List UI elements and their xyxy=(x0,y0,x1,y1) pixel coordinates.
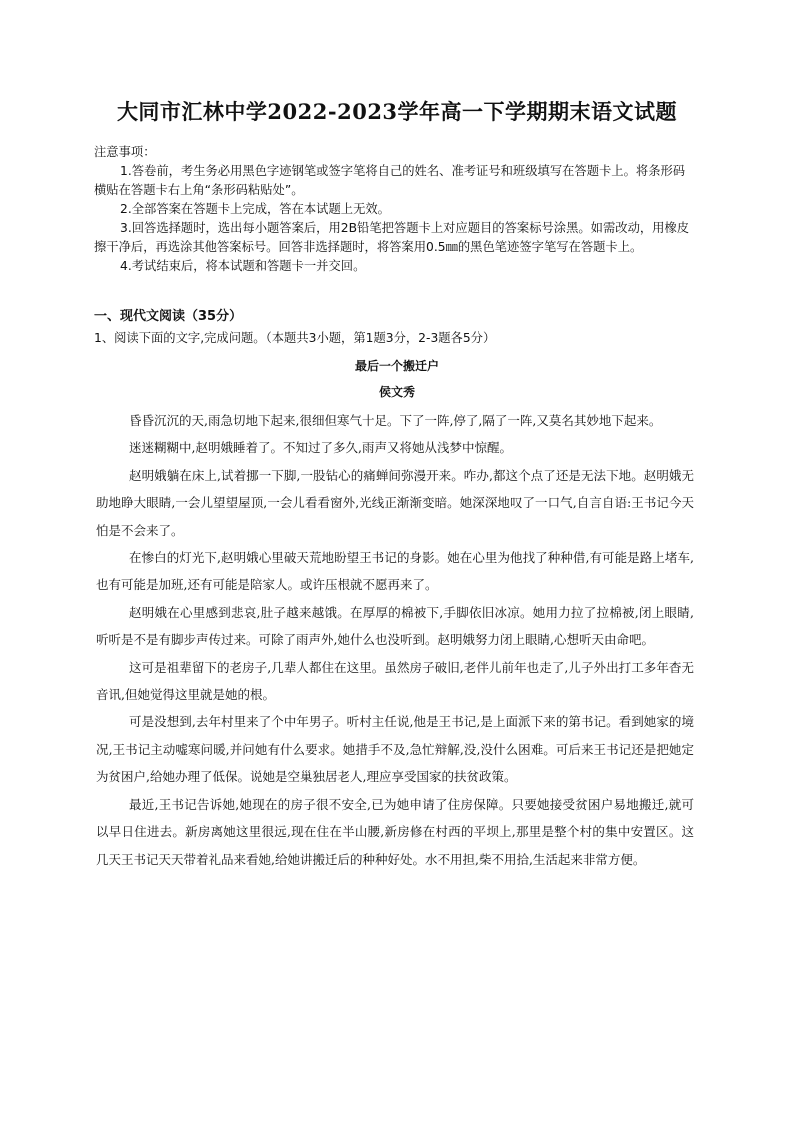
story-paragraph: 昏昏沉沉的天,雨急切地下起来,很细但寒气十足。下了一阵,停了,隔了一阵,又莫名其妙地下起来。 xyxy=(129,413,662,428)
story-body xyxy=(96,407,694,873)
story-paragraph: 可是没想到,去年村里来了个中年男子。听村主任说,他是王书记,是上面派下来的第书记。看到她家的境况,王书记主动嘘寒问暖,并问她有什么要求。她措手不及,急忙辩解,没,没什么困难。可后来王书记还是把她定为贫困户,给她办理了低保。说她是空巢独居老人,理应享受国家的扶贫政策。 xyxy=(96,714,694,785)
notice-item: 4.考试结束后，将本试题和答题卡一并交回。 xyxy=(120,259,366,273)
story-paragraph: 赵明娥在心里感到悲哀,肚子越来越饿。在厚厚的棉被下,手脚依旧冰凉。她用力拉了拉棉被,闭上眼睛,听听是不是有脚步声传过来。可除了雨声外,她什么也没听到。赵明娥努力闭上眼睛,心想听天由命吧。 xyxy=(96,604,694,648)
question-prompt: 1、阅读下面的文字,完成问题。（本题共3小题，第1题3分，2-3题各5分） xyxy=(94,331,496,345)
story-paragraph: 最近,王书记告诉她,她现在的房子很不安全,已为她申请了住房保障。只要她接受贫困户易地搬迁,就可以早日住进去。新房离她这里很远,现在住在半山腰,新房修在村西的平坝上,那里是整个村的集中安置区。这几天王书记天天带着礼品来看她,给她讲搬迁后的种种好处。水不用担,柴不用拾,生活起来非常方便。 xyxy=(96,796,694,867)
notice-item: 2.全部答案在答题卡上完成，答在本试题上无效。 xyxy=(120,202,390,216)
story-paragraph: 在惨白的灯光下,赵明娥心里破天荒地盼望王书记的身影。她在心里为他找了种种借,有可能是路上堵车,也有可能是加班,还有可能是陪家人。或许压根就不愿再来了。 xyxy=(96,550,694,593)
story-paragraph: 这可是祖辈留下的老房子,几辈人都住在这里。虽然房子破旧,老伴儿前年也走了,儿子外出打工多年杳无音讯,但她觉得这里就是她的根。 xyxy=(96,659,694,703)
notice-item: 3.回答选择题时，选出每小题答案后，用2B铅笔把答题卡上对应题目的答案标号涂黑。如需改动，用橡皮擦干净后，再选涂其他答案标号。回答非选择题时，将答案用0.5㎜的黑色笔迹签字笔写在答题卡上。 xyxy=(94,221,690,254)
exam-title: 大同市汇林中学2022-2023学年高一下学期期末语文试题 xyxy=(116,99,678,124)
notice-heading: 注意事项： xyxy=(94,145,156,159)
story-title: 最后一个搬迁户 xyxy=(354,359,439,373)
story-paragraph: 迷迷糊糊中,赵明娥睡着了。不知过了多久,雨声又将她从浅梦中惊醒。 xyxy=(129,440,512,456)
story-paragraph: 赵明娥躺在床上,试着挪一下脚,一股钻心的痛蝉间弥漫开来。咋办,都这个点了还是无法下地。赵明娥无助地睁大眼睛,一会儿望望屋顶,一会儿看看窗外,光线正渐渐变暗。她深深地叹了一口气,自言自语:王书记今天怕是不会来了。 xyxy=(96,467,694,538)
section-heading: 一、现代文阅读（35分） xyxy=(94,309,243,324)
notice-block xyxy=(94,143,694,276)
story-author: 侯文秀 xyxy=(378,385,415,399)
notice-item: 1.答卷前，考生务必用黑色字迹钢笔或签字笔将自己的姓名、准考证号和班级填写在答题卡上。将条形码横贴在答题卡右上角“条形码粘贴处”。 xyxy=(94,164,686,197)
